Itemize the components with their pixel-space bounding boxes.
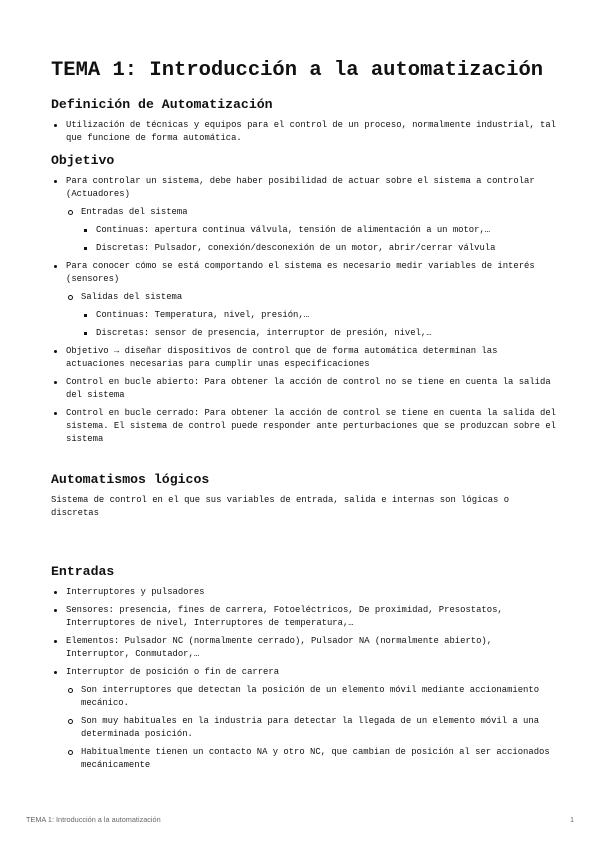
page-footer (26, 815, 574, 824)
list-item: Habitualmente tienen un contacto NA y otro NC, que cambian de posición al ser accionados mecánicamente (66, 746, 556, 772)
list-item: Sensores: presencia, fines de carrera, Fotoeléctricos, De proximidad, Presostatos, Interruptores de nivel, Interruptores de temperatura,… (51, 604, 556, 630)
list-item: Utilización de técnicas y equipos para el control de un proceso, normalmente industrial, tal que funcione de forma automática. (51, 119, 556, 145)
list-item: Discretas: sensor de presencia, interruptor de presión, nivel,… (81, 327, 556, 340)
list-item: Control en bucle abierto: Para obtener la acción de control no se tiene en cuenta la salida del sistema (51, 376, 556, 402)
heading-entradas: Entradas (51, 564, 115, 579)
list-item: Entradas del sistema (66, 206, 556, 219)
footer-title: TEMA 1: Introducción a la automatización (26, 815, 161, 824)
page-title: TEMA 1: Introducción a la automatización (51, 59, 544, 82)
list-item: Para conocer cómo se está comportando el sistema es necesario medir variables de interés (sensores) (51, 260, 556, 286)
automatismos-text: Sistema de control en el que sus variables de entrada, salida e internas son lógicas o discretas (51, 495, 510, 518)
heading-definicion: Definición de Automatización (51, 97, 273, 112)
document-page (51, 58, 556, 777)
objetivo-list (51, 175, 556, 446)
list-item: Interruptor de posición o fin de carrera (51, 666, 556, 679)
list-item: Discretas: Pulsador, conexión/desconexión de un motor, abrir/cerrar válvula (81, 242, 556, 255)
list-item: Elementos: Pulsador NC (normalmente cerrado), Pulsador NA (normalmente abierto), Interruptor, Conmutador,… (51, 635, 556, 661)
heading-objetivo: Objetivo (51, 153, 115, 168)
list-item: Objetivo → diseñar dispositivos de control que de forma automática determinan las actuaciones necesarias para cumplir unas especificaciones (51, 345, 556, 371)
list-item: Continuas: apertura continua válvula, tensión de alimentación a un motor,… (81, 224, 556, 237)
list-item: Son muy habituales en la industria para detectar la llegada de un elemento móvil a una determinada posición. (66, 715, 556, 741)
list-item: Continuas: Temperatura, nivel, presión,… (81, 309, 556, 322)
list-item: Para controlar un sistema, debe haber posibilidad de actuar sobre el sistema a controlar (Actuadores) (51, 175, 556, 201)
list-item: Salidas del sistema (66, 291, 556, 304)
entradas-list (51, 586, 556, 772)
definicion-list (51, 119, 556, 145)
heading-automatismos: Automatismos lógicos (51, 472, 210, 487)
list-item: Son interruptores que detectan la posición de un elemento móvil mediante accionamiento mecánico. (66, 684, 556, 710)
list-item: Control en bucle cerrado: Para obtener la acción de control se tiene en cuenta la salida del sistema. El sistema de control puede responder ante perturbaciones que se produzcan sobre el sistema (51, 407, 556, 446)
list-item: Interruptores y pulsadores (51, 586, 556, 599)
page-number: 1 (569, 815, 574, 824)
